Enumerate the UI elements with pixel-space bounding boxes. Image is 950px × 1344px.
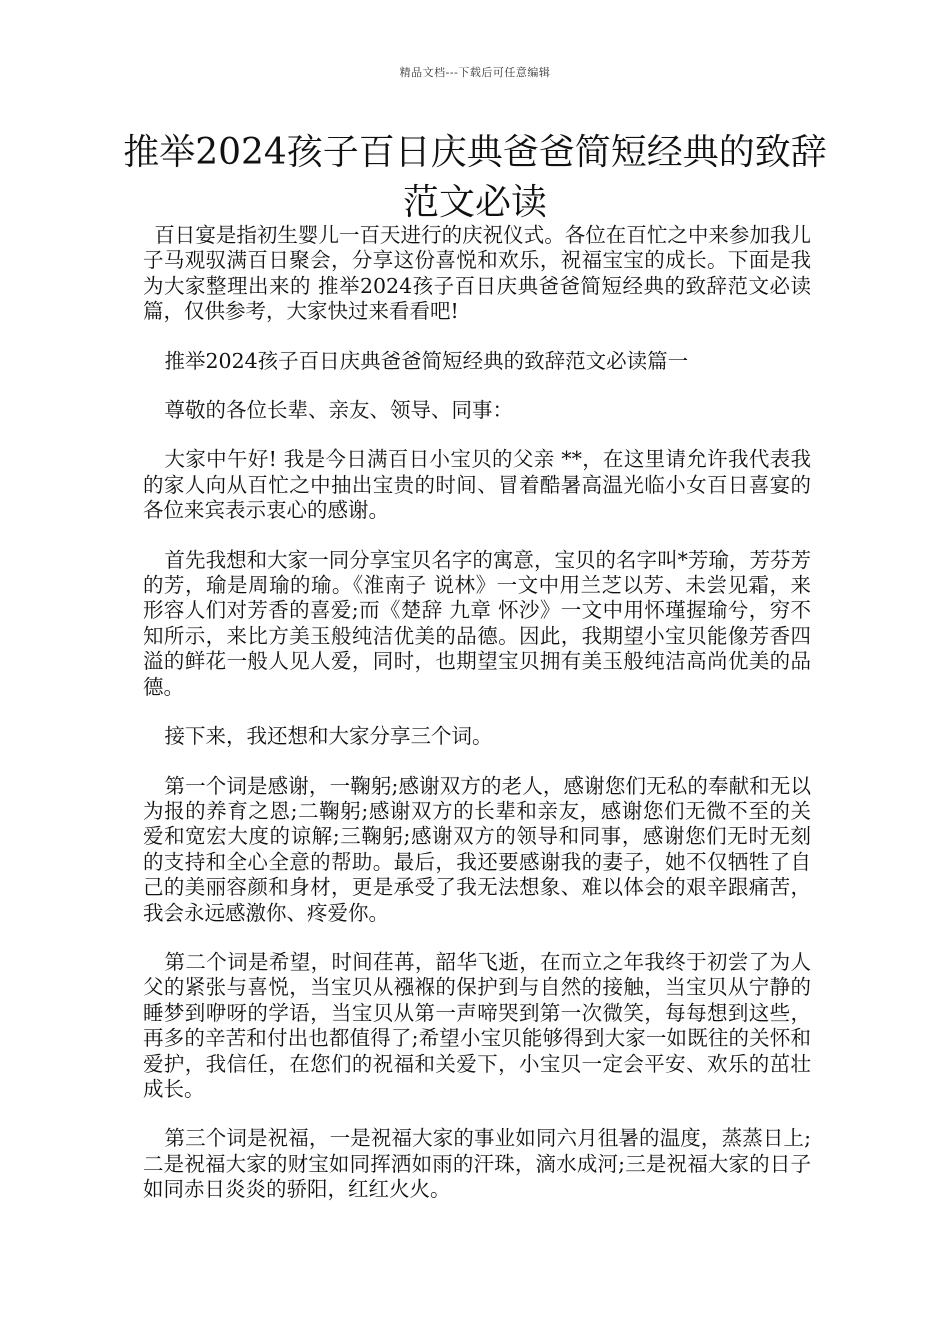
blessing-paragraph: 第三个词是祝福，一是祝福大家的事业如同六月徂暑的温度，蒸蒸日上;二是祝福大家的财宝如同挥洒如雨的汗珠，滴水成河;三是祝福大家的日子如同赤日炎炎的骄阳，红红火火。 bbox=[143, 1126, 811, 1202]
name-meaning-paragraph: 首先我想和大家一同分享宝贝名字的寓意，宝贝的名字叫*芳瑜，芳芬芳的芳，瑜是周瑜的瑜。《淮南子 说林》一文中用兰芝以芳、未尝见霜，来形容人们对芳香的喜爱;而《楚辞 九章 怀沙》一文中用怀瑾握瑜兮，穷不知所示，来比方美玉般纯洁优美的品德。因此，我期望小宝贝能像芳香四溢的鲜花一般人见人爱，同时，也期望宝贝拥有美玉般纯洁高尚优美的品德。 bbox=[143, 547, 811, 699]
salutation-paragraph: 尊敬的各位长辈、亲友、领导、同事： bbox=[164, 398, 514, 423]
thanks-paragraph: 第一个词是感谢，一鞠躬;感谢双方的老人，感谢您们无私的奉献和无以为报的养育之恩;二鞠躬;感谢双方的长辈和亲友，感谢您们无微不至的关爱和宽宏大度的谅解;三鞠躬;感谢双方的领导和同事，感谢您们无时无刻的支持和全心全意的帮助。最后，我还要感谢我的妻子，她不仅牺牲了自己的美丽容颜和身材，更是承受了我无法想象、难以体会的艰辛跟痛苦，我会永远感激你、疼爱你。 bbox=[143, 773, 811, 925]
document-body bbox=[143, 223, 811, 1227]
intro-paragraph: 百日宴是指初生婴儿一百天进行的庆祝仪式。各位在百忙之中来参加我儿子马观驭满百日聚会，分享这份喜悦和欢乐，祝福宝宝的成长。下面是我为大家整理出来的 推举2024孩子百日庆典爸爸简短经典的致辞范文必读篇，仅供参考，大家快过来看看吧! bbox=[143, 223, 811, 324]
hope-paragraph: 第二个词是希望，时间荏苒，韶华飞逝，在而立之年我终于初尝了为人父的紧张与喜悦，当宝贝从襁褓的保护到与自然的接触，当宝贝从宁静的睡梦到咿呀的学语，当宝贝从第一声啼哭到第一次微笑，每每想到这些，再多的辛苦和付出也都值得了;希望小宝贝能够得到大家一如既往的关怀和爱护，我信任，在您们的祝福和关爱下，小宝贝一定会平安、欢乐的茁壮成长。 bbox=[143, 949, 811, 1101]
document-title: 推举2024孩子百日庆典爸爸简短经典的致辞范文必读 bbox=[123, 132, 827, 223]
transition-paragraph: 接下来，我还想和大家分享三个词。 bbox=[164, 724, 493, 749]
section-heading: 推举2024孩子百日庆典爸爸简短经典的致辞范文必读篇一 bbox=[164, 348, 689, 373]
header-note: 精品文档---下载后可任意编辑 bbox=[399, 66, 551, 79]
greeting-paragraph: 大家中午好! 我是今日满百日小宝贝的父亲 **，在这里请允许我代表我的家人向从百忙之中抽出宝贵的时间、冒着酷暑高温光临小女百日喜宴的各位来宾表示衷心的感谢。 bbox=[143, 447, 811, 523]
